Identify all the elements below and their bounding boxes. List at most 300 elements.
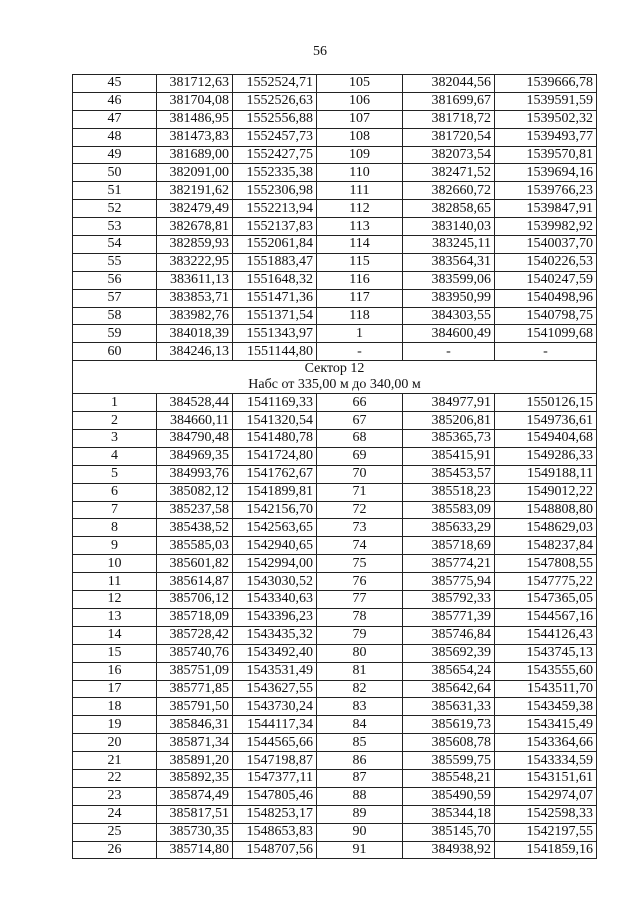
point-number-cell: 106 [317, 92, 403, 110]
table-row [73, 591, 597, 609]
x-coordinate-cell: 382678,81 [157, 218, 233, 236]
x-coordinate-cell: 383611,13 [157, 271, 233, 289]
table-row [73, 164, 597, 182]
point-number-cell: 87 [317, 769, 403, 787]
y-coordinate-cell: 1548808,80 [495, 501, 597, 519]
x-coordinate-cell: 385714,80 [157, 841, 233, 859]
y-coordinate-cell: 1552556,88 [233, 110, 317, 128]
x-coordinate-cell: 381486,95 [157, 110, 233, 128]
point-number-cell: 25 [73, 823, 157, 841]
y-coordinate-cell: 1544565,66 [233, 734, 317, 752]
y-coordinate-cell: 1539694,16 [495, 164, 597, 182]
x-coordinate-cell: 385619,73 [403, 716, 495, 734]
x-coordinate-cell: 384660,11 [157, 412, 233, 430]
x-coordinate-cell: 385365,73 [403, 430, 495, 448]
y-coordinate-cell: 1549736,61 [495, 412, 597, 430]
table-row [73, 626, 597, 644]
y-coordinate-cell: 1543531,49 [233, 662, 317, 680]
point-number-cell: 90 [317, 823, 403, 841]
point-number-cell: 51 [73, 182, 157, 200]
y-coordinate-cell: 1552306,98 [233, 182, 317, 200]
x-coordinate-cell: 382044,56 [403, 75, 495, 93]
point-number-cell: 24 [73, 805, 157, 823]
x-coordinate-cell: 385608,78 [403, 734, 495, 752]
point-number-cell: 105 [317, 75, 403, 93]
point-number-cell: 89 [317, 805, 403, 823]
point-number-cell: 111 [317, 182, 403, 200]
y-coordinate-cell: 1547377,11 [233, 769, 317, 787]
point-number-cell: 77 [317, 591, 403, 609]
point-number-cell: 117 [317, 289, 403, 307]
point-number-cell: 55 [73, 253, 157, 271]
x-coordinate-cell: 383245,11 [403, 236, 495, 254]
y-coordinate-cell: 1551471,36 [233, 289, 317, 307]
x-coordinate-cell: 384993,76 [157, 465, 233, 483]
table-row [73, 236, 597, 254]
table-row [73, 519, 597, 537]
sector-heading [73, 361, 597, 394]
point-number-cell: 9 [73, 537, 157, 555]
y-coordinate-cell: 1547198,87 [233, 752, 317, 770]
point-number-cell: 83 [317, 698, 403, 716]
point-number-cell: 108 [317, 128, 403, 146]
x-coordinate-cell: 383982,76 [157, 307, 233, 325]
point-number-cell: 52 [73, 200, 157, 218]
point-number-cell: 7 [73, 501, 157, 519]
x-coordinate-cell: 385642,64 [403, 680, 495, 698]
y-coordinate-cell: 1543745,13 [495, 644, 597, 662]
point-number-cell: 60 [73, 343, 157, 361]
table-row [73, 805, 597, 823]
table-row [73, 110, 597, 128]
y-coordinate-cell: 1541859,16 [495, 841, 597, 859]
point-number-cell: 3 [73, 430, 157, 448]
x-coordinate-cell: 382073,54 [403, 146, 495, 164]
x-coordinate-cell: 385237,58 [157, 501, 233, 519]
x-coordinate-cell: 385871,34 [157, 734, 233, 752]
y-coordinate-cell: 1541724,80 [233, 447, 317, 465]
y-coordinate-cell: 1547365,05 [495, 591, 597, 609]
y-coordinate-cell: 1543511,70 [495, 680, 597, 698]
x-coordinate-cell: 385614,87 [157, 573, 233, 591]
y-coordinate-cell: 1547775,22 [495, 573, 597, 591]
table-row [73, 253, 597, 271]
y-coordinate-cell: 1543415,49 [495, 716, 597, 734]
point-number-cell: 66 [317, 394, 403, 412]
y-coordinate-cell: 1551648,32 [233, 271, 317, 289]
point-number-cell: 46 [73, 92, 157, 110]
x-coordinate-cell: 385633,29 [403, 519, 495, 537]
table-row [73, 734, 597, 752]
x-coordinate-cell: 381704,08 [157, 92, 233, 110]
y-coordinate-cell: 1542598,33 [495, 805, 597, 823]
x-coordinate-cell: 385654,24 [403, 662, 495, 680]
x-coordinate-cell: 382191,62 [157, 182, 233, 200]
point-number-cell: 88 [317, 787, 403, 805]
x-coordinate-cell: 382859,93 [157, 236, 233, 254]
x-coordinate-cell: 385730,35 [157, 823, 233, 841]
y-coordinate-cell: 1543459,38 [495, 698, 597, 716]
x-coordinate-cell: 382660,72 [403, 182, 495, 200]
table-row [73, 573, 597, 591]
point-number-cell: 82 [317, 680, 403, 698]
point-number-cell: 76 [317, 573, 403, 591]
table-row [73, 92, 597, 110]
y-coordinate-cell: 1551343,97 [233, 325, 317, 343]
x-coordinate-cell: 385891,20 [157, 752, 233, 770]
y-coordinate-cell: 1543492,40 [233, 644, 317, 662]
y-coordinate-cell: 1549188,11 [495, 465, 597, 483]
point-number-cell: 112 [317, 200, 403, 218]
y-coordinate-cell: 1552213,94 [233, 200, 317, 218]
y-coordinate-cell: 1543396,23 [233, 608, 317, 626]
coordinates-table [72, 74, 597, 859]
x-coordinate-cell: 381689,00 [157, 146, 233, 164]
x-coordinate-cell: 385599,75 [403, 752, 495, 770]
x-coordinate-cell: 382858,65 [403, 200, 495, 218]
point-number-cell: 69 [317, 447, 403, 465]
x-coordinate-cell: 383853,71 [157, 289, 233, 307]
point-number-cell: 57 [73, 289, 157, 307]
point-number-cell: 16 [73, 662, 157, 680]
point-number-cell: 78 [317, 608, 403, 626]
y-coordinate-cell: 1542940,65 [233, 537, 317, 555]
y-coordinate-cell: 1547805,46 [233, 787, 317, 805]
x-coordinate-cell: - [403, 343, 495, 361]
point-number-cell: 59 [73, 325, 157, 343]
point-number-cell: 12 [73, 591, 157, 609]
table-row [73, 823, 597, 841]
point-number-cell: 118 [317, 307, 403, 325]
point-number-cell: 45 [73, 75, 157, 93]
table-row [73, 787, 597, 805]
point-number-cell: 109 [317, 146, 403, 164]
table-row [73, 146, 597, 164]
y-coordinate-cell: 1548653,83 [233, 823, 317, 841]
point-number-cell: 1 [317, 325, 403, 343]
y-coordinate-cell: 1542156,70 [233, 501, 317, 519]
x-coordinate-cell: 384977,91 [403, 394, 495, 412]
point-number-cell: 17 [73, 680, 157, 698]
x-coordinate-cell: 385774,21 [403, 555, 495, 573]
x-coordinate-cell: 385583,09 [403, 501, 495, 519]
x-coordinate-cell: 384303,55 [403, 307, 495, 325]
y-coordinate-cell: 1541480,78 [233, 430, 317, 448]
point-number-cell: 68 [317, 430, 403, 448]
y-coordinate-cell: 1552526,63 [233, 92, 317, 110]
table-row [73, 483, 597, 501]
y-coordinate-cell: 1548253,17 [233, 805, 317, 823]
y-coordinate-cell: 1539591,59 [495, 92, 597, 110]
table-row [73, 698, 597, 716]
table-row [73, 430, 597, 448]
point-number-cell: 19 [73, 716, 157, 734]
point-number-cell: 58 [73, 307, 157, 325]
table-row [73, 841, 597, 859]
point-number-cell: 14 [73, 626, 157, 644]
y-coordinate-cell: 1540247,59 [495, 271, 597, 289]
point-number-cell: 50 [73, 164, 157, 182]
y-coordinate-cell: 1543364,66 [495, 734, 597, 752]
point-number-cell: 49 [73, 146, 157, 164]
point-number-cell: 107 [317, 110, 403, 128]
x-coordinate-cell: 381718,72 [403, 110, 495, 128]
table-row [73, 555, 597, 573]
x-coordinate-cell: 385771,85 [157, 680, 233, 698]
point-number-cell: 84 [317, 716, 403, 734]
x-coordinate-cell: 383950,99 [403, 289, 495, 307]
table-body-top [73, 75, 597, 361]
point-number-cell: 56 [73, 271, 157, 289]
table-row [73, 662, 597, 680]
y-coordinate-cell: 1540037,70 [495, 236, 597, 254]
point-number-cell: 26 [73, 841, 157, 859]
x-coordinate-cell: 384528,44 [157, 394, 233, 412]
point-number-cell: 15 [73, 644, 157, 662]
y-coordinate-cell: 1551883,47 [233, 253, 317, 271]
y-coordinate-cell: 1539982,92 [495, 218, 597, 236]
point-number-cell: 53 [73, 218, 157, 236]
sector-title: Сектор 12 [304, 361, 365, 377]
y-coordinate-cell: - [495, 343, 597, 361]
y-coordinate-cell: 1552137,83 [233, 218, 317, 236]
y-coordinate-cell: 1542994,00 [233, 555, 317, 573]
table-row [73, 644, 597, 662]
point-number-cell: 74 [317, 537, 403, 555]
y-coordinate-cell: 1543334,59 [495, 752, 597, 770]
y-coordinate-cell: 1547808,55 [495, 555, 597, 573]
y-coordinate-cell: 1548237,84 [495, 537, 597, 555]
point-number-cell: 114 [317, 236, 403, 254]
y-coordinate-cell: 1543435,32 [233, 626, 317, 644]
x-coordinate-cell: 385746,84 [403, 626, 495, 644]
point-number-cell: 113 [317, 218, 403, 236]
x-coordinate-cell: 385846,31 [157, 716, 233, 734]
point-number-cell: 21 [73, 752, 157, 770]
y-coordinate-cell: 1540498,96 [495, 289, 597, 307]
x-coordinate-cell: 382479,49 [157, 200, 233, 218]
sector-row [73, 361, 597, 394]
y-coordinate-cell: 1539570,81 [495, 146, 597, 164]
point-number-cell: 11 [73, 573, 157, 591]
x-coordinate-cell: 383222,95 [157, 253, 233, 271]
y-coordinate-cell: 1541899,81 [233, 483, 317, 501]
x-coordinate-cell: 385817,51 [157, 805, 233, 823]
table-row [73, 394, 597, 412]
x-coordinate-cell: 385874,49 [157, 787, 233, 805]
y-coordinate-cell: 1541320,54 [233, 412, 317, 430]
x-coordinate-cell: 383140,03 [403, 218, 495, 236]
x-coordinate-cell: 385751,09 [157, 662, 233, 680]
point-number-cell: 81 [317, 662, 403, 680]
point-number-cell: 47 [73, 110, 157, 128]
x-coordinate-cell: 385706,12 [157, 591, 233, 609]
table-row [73, 680, 597, 698]
point-number-cell: 80 [317, 644, 403, 662]
x-coordinate-cell: 385415,91 [403, 447, 495, 465]
x-coordinate-cell: 385631,33 [403, 698, 495, 716]
point-number-cell: 18 [73, 698, 157, 716]
y-coordinate-cell: 1543730,24 [233, 698, 317, 716]
table-row [73, 218, 597, 236]
x-coordinate-cell: 381699,67 [403, 92, 495, 110]
point-number-cell: 86 [317, 752, 403, 770]
sector-subtitle: Набс от 335,00 м до 340,00 м [248, 377, 421, 393]
point-number-cell: 85 [317, 734, 403, 752]
y-coordinate-cell: 1541762,67 [233, 465, 317, 483]
point-number-cell: 1 [73, 394, 157, 412]
point-number-cell: 115 [317, 253, 403, 271]
point-number-cell: 48 [73, 128, 157, 146]
table-body-bottom [73, 394, 597, 859]
x-coordinate-cell: 385518,23 [403, 483, 495, 501]
y-coordinate-cell: 1541169,33 [233, 394, 317, 412]
table-row [73, 307, 597, 325]
y-coordinate-cell: 1543030,52 [233, 573, 317, 591]
x-coordinate-cell: 385206,81 [403, 412, 495, 430]
x-coordinate-cell: 383564,31 [403, 253, 495, 271]
table-row [73, 769, 597, 787]
y-coordinate-cell: 1549404,68 [495, 430, 597, 448]
y-coordinate-cell: 1552524,71 [233, 75, 317, 93]
table-row [73, 182, 597, 200]
y-coordinate-cell: 1543340,63 [233, 591, 317, 609]
x-coordinate-cell: 384246,13 [157, 343, 233, 361]
y-coordinate-cell: 1552061,84 [233, 236, 317, 254]
y-coordinate-cell: 1539502,32 [495, 110, 597, 128]
y-coordinate-cell: 1549286,33 [495, 447, 597, 465]
point-number-cell: 70 [317, 465, 403, 483]
x-coordinate-cell: 381720,54 [403, 128, 495, 146]
y-coordinate-cell: 1539666,78 [495, 75, 597, 93]
y-coordinate-cell: 1551144,80 [233, 343, 317, 361]
x-coordinate-cell: 385585,03 [157, 537, 233, 555]
point-number-cell: 110 [317, 164, 403, 182]
x-coordinate-cell: 381712,63 [157, 75, 233, 93]
table-row [73, 325, 597, 343]
table-row [73, 128, 597, 146]
x-coordinate-cell: 381473,83 [157, 128, 233, 146]
point-number-cell: 67 [317, 412, 403, 430]
y-coordinate-cell: 1548629,03 [495, 519, 597, 537]
point-number-cell: 22 [73, 769, 157, 787]
table-row [73, 752, 597, 770]
table-row [73, 716, 597, 734]
table-row [73, 289, 597, 307]
point-number-cell: 23 [73, 787, 157, 805]
point-number-cell: 6 [73, 483, 157, 501]
x-coordinate-cell: 385082,12 [157, 483, 233, 501]
table-row [73, 501, 597, 519]
y-coordinate-cell: 1542974,07 [495, 787, 597, 805]
x-coordinate-cell: 385145,70 [403, 823, 495, 841]
y-coordinate-cell: 1544126,43 [495, 626, 597, 644]
table-row [73, 412, 597, 430]
point-number-cell: 8 [73, 519, 157, 537]
x-coordinate-cell: 385438,52 [157, 519, 233, 537]
x-coordinate-cell: 385601,82 [157, 555, 233, 573]
table-row [73, 75, 597, 93]
x-coordinate-cell: 384600,49 [403, 325, 495, 343]
point-number-cell: 79 [317, 626, 403, 644]
x-coordinate-cell: 383599,06 [403, 271, 495, 289]
y-coordinate-cell: 1542563,65 [233, 519, 317, 537]
sector-header [73, 361, 597, 394]
point-number-cell: 91 [317, 841, 403, 859]
point-number-cell: 5 [73, 465, 157, 483]
y-coordinate-cell: 1548707,56 [233, 841, 317, 859]
x-coordinate-cell: 384018,39 [157, 325, 233, 343]
x-coordinate-cell: 385718,69 [403, 537, 495, 555]
y-coordinate-cell: 1552457,73 [233, 128, 317, 146]
point-number-cell: - [317, 343, 403, 361]
y-coordinate-cell: 1540798,75 [495, 307, 597, 325]
table-row [73, 447, 597, 465]
table-row [73, 343, 597, 361]
y-coordinate-cell: 1552335,38 [233, 164, 317, 182]
table-row [73, 465, 597, 483]
y-coordinate-cell: 1551371,54 [233, 307, 317, 325]
x-coordinate-cell: 385548,21 [403, 769, 495, 787]
point-number-cell: 20 [73, 734, 157, 752]
y-coordinate-cell: 1543627,55 [233, 680, 317, 698]
y-coordinate-cell: 1539493,77 [495, 128, 597, 146]
point-number-cell: 54 [73, 236, 157, 254]
x-coordinate-cell: 385728,42 [157, 626, 233, 644]
y-coordinate-cell: 1541099,68 [495, 325, 597, 343]
x-coordinate-cell: 385771,39 [403, 608, 495, 626]
y-coordinate-cell: 1552427,75 [233, 146, 317, 164]
x-coordinate-cell: 385792,33 [403, 591, 495, 609]
point-number-cell: 4 [73, 447, 157, 465]
y-coordinate-cell: 1550126,15 [495, 394, 597, 412]
x-coordinate-cell: 385692,39 [403, 644, 495, 662]
x-coordinate-cell: 384790,48 [157, 430, 233, 448]
y-coordinate-cell: 1543151,61 [495, 769, 597, 787]
table-row [73, 537, 597, 555]
x-coordinate-cell: 384938,92 [403, 841, 495, 859]
point-number-cell: 10 [73, 555, 157, 573]
x-coordinate-cell: 385718,09 [157, 608, 233, 626]
table-row [73, 200, 597, 218]
point-number-cell: 116 [317, 271, 403, 289]
x-coordinate-cell: 385453,57 [403, 465, 495, 483]
point-number-cell: 72 [317, 501, 403, 519]
y-coordinate-cell: 1539847,91 [495, 200, 597, 218]
x-coordinate-cell: 385775,94 [403, 573, 495, 591]
page-number: 56 [313, 44, 327, 59]
y-coordinate-cell: 1543555,60 [495, 662, 597, 680]
table-row [73, 271, 597, 289]
y-coordinate-cell: 1539766,23 [495, 182, 597, 200]
x-coordinate-cell: 385791,50 [157, 698, 233, 716]
point-number-cell: 71 [317, 483, 403, 501]
x-coordinate-cell: 385892,35 [157, 769, 233, 787]
x-coordinate-cell: 382471,52 [403, 164, 495, 182]
table-row [73, 608, 597, 626]
x-coordinate-cell: 385344,18 [403, 805, 495, 823]
x-coordinate-cell: 382091,00 [157, 164, 233, 182]
point-number-cell: 2 [73, 412, 157, 430]
y-coordinate-cell: 1542197,55 [495, 823, 597, 841]
x-coordinate-cell: 384969,35 [157, 447, 233, 465]
x-coordinate-cell: 385740,76 [157, 644, 233, 662]
point-number-cell: 75 [317, 555, 403, 573]
point-number-cell: 73 [317, 519, 403, 537]
x-coordinate-cell: 385490,59 [403, 787, 495, 805]
y-coordinate-cell: 1544567,16 [495, 608, 597, 626]
y-coordinate-cell: 1544117,34 [233, 716, 317, 734]
